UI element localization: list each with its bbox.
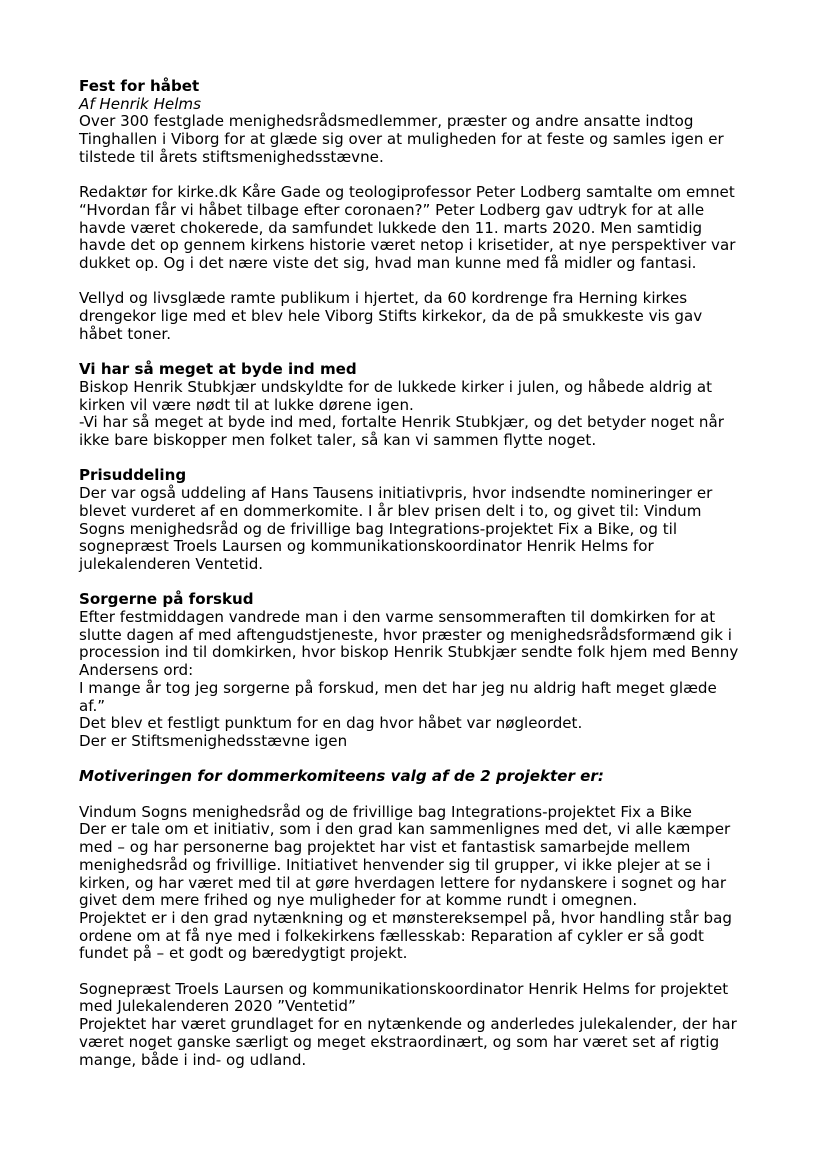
text-line: Andersens ord: — [79, 661, 194, 680]
paragraph-spacer — [79, 344, 759, 362]
text-line: håbet toner. — [79, 324, 172, 343]
text-line: Der er tale om et initiativ, som i den grad kan sammenlignes med det, vi alle kæmper — [79, 820, 731, 839]
text-line: kirken vil være nødt til at lukke dørene igen. — [79, 395, 414, 414]
text-line: Redaktør for kirke.dk Kåre Gade og teologiprofessor Peter Lodberg samtalte om emnet — [79, 183, 735, 202]
section-heading: Sorgerne på forskud — [79, 590, 254, 609]
article-title: Fest for håbet — [79, 77, 200, 95]
motivation-fix-a-bike — [79, 804, 759, 963]
text-line: drengekor lige med et blev hele Viborg Stifts kirkekor, da de på smukkeste vis gav — [79, 307, 703, 326]
text-line: med Julekalenderen 2020 ”Ventetid” — [79, 997, 356, 1016]
paragraph-spacer — [79, 963, 759, 981]
text-line: ordene om at få nye med i folkekirkens fællesskab: Reparation af cykler er så godt — [79, 926, 704, 945]
text-line: Sogns menighedsråd og de frivillige bag Integrations-projektet Fix a Bike, og til — [79, 519, 678, 538]
intro-paragraph — [79, 113, 759, 166]
text-line: “Hvordan får vi håbet tilbage efter coronaen?” Peter Lodberg gav udtryk for at alle — [79, 200, 705, 219]
text-line: Biskop Henrik Stubkjær undskyldte for de lukkede kirker i julen, og håbede aldrig at — [79, 377, 713, 396]
section-heading: Vi har så meget at byde ind med — [79, 360, 357, 379]
text-line: Vindum Sogns menighedsråd og de frivillige bag Integrations-projektet Fix a Bike — [79, 802, 692, 821]
paragraph-lodberg — [79, 184, 759, 273]
paragraph-spacer — [79, 574, 759, 592]
text-line: givet dem mere frihed og nye muligheder for at komme rundt i omegnen. — [79, 891, 638, 910]
text-line: Projektet har været grundlaget for en nytænkende og anderledes julekalender, der har — [79, 1015, 737, 1034]
text-line: menighedsråd og frivillige. Initiativet henvender sig til grupper, vi ikke plejer at se i — [79, 855, 711, 874]
text-line: Projektet er i den grad nytænkning og et mønstereksempel på, hvor handling står bag — [79, 908, 732, 927]
text-line: Der er Stiftsmenighedsstævne igen — [79, 731, 348, 750]
paragraph-spacer — [79, 450, 759, 468]
text-line: havde været chokerede, da samfundet lukkede den 11. marts 2020. Men samtidig — [79, 218, 703, 237]
section-prisuddeling — [79, 467, 759, 573]
paragraph-spacer — [79, 786, 759, 804]
paragraph-choir — [79, 290, 759, 343]
text-line: I mange år tog jeg sorgerne på forskud, men det har jeg nu aldrig haft meget glæde — [79, 678, 717, 697]
section-byde-ind — [79, 361, 759, 450]
section-heading: Prisuddeling — [79, 466, 187, 485]
text-line: procession ind til domkirken, hvor biskop Henrik Stubkjær sendte folk hjem med Benny — [79, 643, 739, 662]
text-line: Efter festmiddagen vandrede man i den varme sensommeraften til domkirken for at — [79, 608, 716, 627]
paragraph-spacer — [79, 751, 759, 769]
text-line: fundet på – et godt og bæredygtigt projekt. — [79, 944, 408, 963]
text-line: været noget ganske særligt og meget ekstraordinært, og som har været set af rigtig — [79, 1032, 720, 1051]
text-line: tilstede til årets stiftsmenighedsstævne. — [79, 147, 384, 166]
section-sorgerne — [79, 591, 759, 750]
text-line: kirken, og har været med til at gøre hverdagen lettere for nydanskere i sognet og har — [79, 873, 727, 892]
motivation-ventetid — [79, 981, 759, 1070]
motivation-heading: Motiveringen for dommerkomiteens valg af de 2 projekter er: — [79, 767, 604, 786]
text-line: Over 300 festglade menighedsrådsmedlemmer, præster og andre ansatte indtog — [79, 112, 694, 131]
text-line: Tinghallen i Viborg for at glæde sig over at muligheden for at feste og samles igen er — [79, 130, 724, 149]
text-line: -Vi har så meget at byde ind med, fortalte Henrik Stubkjær, og det betyder noget når — [79, 413, 724, 432]
text-line: af.” — [79, 696, 106, 715]
text-line: Der var også uddeling af Hans Tausens initiativpris, hvor indsendte nomineringer er — [79, 484, 713, 503]
text-line: slutte dagen af med aftengudstjeneste, hvor præster og menighedsrådsformænd gik i — [79, 625, 732, 644]
paragraph-spacer — [79, 273, 759, 291]
text-line: dukket op. Og i det nære viste det sig, hvad man kunne med få midler og fantasi. — [79, 254, 697, 273]
text-line: julekalenderen Ventetid. — [79, 554, 264, 573]
byline: Af Henrik Helms — [79, 94, 201, 113]
text-line: havde det op gennem kirkens historie været netop i krisetider, at nye perspektiver var — [79, 236, 736, 255]
text-line: Det blev et festligt punktum for en dag hvor håbet var nøgleordet. — [79, 714, 583, 733]
text-line: Sognepræst Troels Laursen og kommunikationskoordinator Henrik Helms for projektet — [79, 979, 729, 998]
text-line: Vellyd og livsglæde ramte publikum i hjertet, da 60 kordrenge fra Herning kirkes — [79, 289, 688, 308]
text-line: blevet vurderet af en dommerkomite. I år blev prisen delt i to, og givet til: Vindum — [79, 501, 702, 520]
paragraph-spacer — [79, 167, 759, 185]
text-line: mange, både i ind- og udland. — [79, 1050, 307, 1069]
text-line: ikke bare biskopper men folket taler, så kan vi sammen flytte noget. — [79, 431, 597, 450]
document-page — [79, 78, 759, 1069]
text-line: med – og har personerne bag projektet har vist et fantastisk samarbejde mellem — [79, 838, 691, 857]
text-line: sognepræst Troels Laursen og kommunikationskoordinator Henrik Helms for — [79, 537, 654, 556]
